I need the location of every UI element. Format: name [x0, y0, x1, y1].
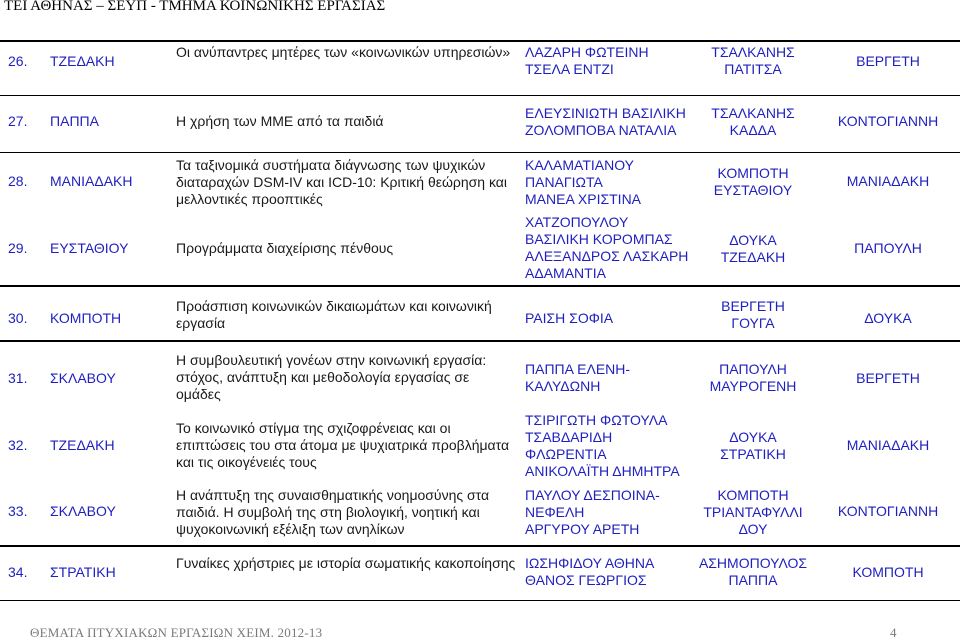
cell-title: Το κοινωνικό στίγμα της σχιζοφρένειας και οι επιπτώσεις του στα άτομα με ψυχιατρικά προβλήματα και τις οικογένειές τους	[176, 420, 510, 470]
row-divider	[0, 285, 960, 287]
row-divider	[0, 600, 960, 601]
cell-no: 32.	[8, 437, 28, 453]
row-divider	[0, 545, 960, 547]
row-divider	[0, 40, 960, 42]
cell-third: ΠΑΠΟΥΛΗ	[854, 240, 922, 256]
cell-no: 29.	[8, 240, 28, 256]
cell-students: ΠΑΥΛΟΥ ΔΕΣΠΟΙΝΑ- ΝΕΦΕΛΗ ΑΡΓΥΡΟΥ ΑΡΕΤΗ	[525, 487, 660, 537]
cell-students: ΚΑΛΑΜΑΤΙΑΝΟΥ ΠΑΝΑΓΙΩΤΑ ΜΑΝΕΑ ΧΡΙΣΤΙΝΑ	[525, 157, 642, 207]
cell-supervisor: ΣΤΡΑΤΙΚΗ	[50, 564, 116, 580]
cell-examiners: ΚΟΜΠΟΤΗ ΕΥΣΤΑΘΙΟΥ	[713, 165, 793, 198]
cell-third: ΚΟΝΤΟΓΙΑΝΝΗ	[837, 503, 939, 519]
cell-title: Προάσπιση κοινωνικών δικαιωμάτων και κοινωνική εργασία	[176, 298, 492, 331]
cell-students: ΡΑΙΣΗ ΣΟΦΙΑ	[525, 310, 614, 326]
cell-students: ΙΩΣΗΦΙΔΟΥ ΑΘΗΝΑ ΘΑΝΟΣ ΓΕΩΡΓΙΟΣ	[525, 555, 655, 588]
cell-students: ΛΑΖΑΡΗ ΦΩΤΕΙΝΗ ΤΣΕΛΑ ΕΝΤΖΙ	[525, 44, 649, 77]
cell-examiners: ΤΣΑΛΚΑΝΗΣ ΚΑΔΔΑ	[711, 105, 795, 138]
cell-supervisor: ΠΑΠΠΑ	[50, 113, 100, 129]
cell-examiners: ΔΟΥΚΑ ΤΖΕΔΑΚΗ	[720, 232, 786, 265]
cell-third: ΚΟΜΠΟΤΗ	[852, 564, 924, 580]
cell-supervisor: ΣΚΛΑΒΟΥ	[50, 370, 116, 386]
cell-no: 34.	[8, 564, 28, 580]
cell-examiners: ΑΣΗΜΟΠΟΥΛΟΣ ΠΑΠΠΑ	[698, 555, 808, 588]
cell-students: ΕΛΕΥΣΙΝΙΩΤΗ ΒΑΣΙΛΙΚΗ ΖΟΛΟΜΠΟΒΑ ΝΑΤΑΛΙΑ	[525, 105, 686, 138]
cell-supervisor: ΚΟΜΠΟΤΗ	[50, 310, 122, 326]
cell-no: 31.	[8, 370, 28, 386]
cell-title: Γυναίκες χρήστριες με ιστορία σωματικής κακοποίησης	[176, 555, 516, 571]
cell-title: Προγράμματα διαχείρισης πένθους	[176, 240, 394, 256]
cell-students: ΤΣΙΡΙΓΩΤΗ ΦΩΤΟΥΛΑ ΤΣΑΒΔΑΡΙΔΗ ΦΛΩΡΕΝΤΙΑ ΑΝΙΚΟΛΑΪΤΗ ΔΗΜΗΤΡΑ	[525, 412, 680, 479]
row-divider	[0, 340, 960, 342]
cell-no: 30.	[8, 310, 28, 326]
cell-examiners: ΔΟΥΚΑ ΣΤΡΑΤΙΚΗ	[720, 429, 786, 462]
cell-no: 28.	[8, 173, 28, 189]
row-divider	[0, 95, 960, 96]
cell-students: ΧΑΤΖΟΠΟΥΛΟΥ ΒΑΣΙΛΙΚΗ ΚΟΡΟΜΠΑΣ ΑΛΕΞΑΝΔΡΟΣ ΛΑΣΚΑΡΗ ΑΔΑΜΑΝΤΙΑ	[525, 214, 689, 281]
cell-third: ΚΟΝΤΟΓΙΑΝΝΗ	[837, 113, 939, 129]
page-number: 4	[890, 625, 897, 640]
cell-title: Οι ανύπαντρες μητέρες των «κοινωνικών υπηρεσιών»	[176, 44, 511, 60]
cell-students: ΠΑΠΠΑ ΕΛΕΝΗ- ΚΑΛΥΔΩΝΗ	[525, 361, 631, 394]
cell-supervisor: ΤΖΕΔΑΚΗ	[50, 437, 115, 453]
footer-text: ΘΕΜΑΤΑ ΠΤΥΧΙΑΚΩΝ ΕΡΓΑΣΙΩΝ ΧΕΙΜ. 2012-13	[30, 625, 323, 640]
cell-title: Η ανάπτυξη της συναισθηματικής νοημοσύνης στα παιδιά. Η συμβολή της στη βιολογική, νοητική και ψυχοκοινωνική εξέλιξη των ανηλίκων	[176, 487, 490, 537]
cell-third: ΜΑΝΙΑΔΑΚΗ	[846, 437, 930, 453]
cell-examiners: ΒΕΡΓΕΤΗ ΓΟΥΓΑ	[721, 298, 785, 331]
cell-title: Η χρήση των ΜΜΕ από τα παιδιά	[176, 113, 384, 129]
document-header: ΤΕΙ ΑΘΗΝΑΣ – ΣΕΥΠ - ΤΜΗΜΑ ΚΟΙΝΩΝΙΚΗΣ ΕΡΓΑΣΙΑΣ	[4, 0, 386, 14]
cell-third: ΒΕΡΓΕΤΗ	[856, 53, 920, 69]
cell-third: ΔΟΥΚΑ	[864, 310, 912, 326]
cell-examiners: ΚΟΜΠΟΤΗ ΤΡΙΑΝΤΑΦΥΛΛΙ ΔΟΥ	[703, 487, 803, 537]
cell-supervisor: ΣΚΛΑΒΟΥ	[50, 503, 116, 519]
cell-title: Τα ταξινομικά συστήματα διάγνωσης των ψυχικών διαταραχών DSM-IV και ICD-10: Κριτική θεώρηση και μελλοντικές προοπτικές	[176, 157, 507, 207]
cell-examiners: ΤΣΑΛΚΑΝΗΣ ΠΑΤΙΤΣΑ	[711, 44, 795, 77]
row-divider	[0, 152, 960, 153]
cell-no: 27.	[8, 113, 28, 129]
cell-examiners: ΠΑΠΟΥΛΗ ΜΑΥΡΟΓΕΝΗ	[709, 361, 797, 394]
cell-title: Η συμβουλευτική γονέων στην κοινωνική εργασία: στόχος, ανάπτυξη και μεθοδολογία εργασίας σε ομάδες	[176, 352, 487, 402]
cell-no: 26.	[8, 53, 28, 69]
cell-no: 33.	[8, 503, 28, 519]
cell-supervisor: ΕΥΣΤΑΘΙΟΥ	[50, 240, 129, 256]
cell-supervisor: ΤΖΕΔΑΚΗ	[50, 53, 115, 69]
cell-third: ΒΕΡΓΕΤΗ	[856, 370, 920, 386]
cell-supervisor: ΜΑΝΙΑΔΑΚΗ	[50, 173, 133, 189]
cell-third: ΜΑΝΙΑΔΑΚΗ	[846, 173, 930, 189]
